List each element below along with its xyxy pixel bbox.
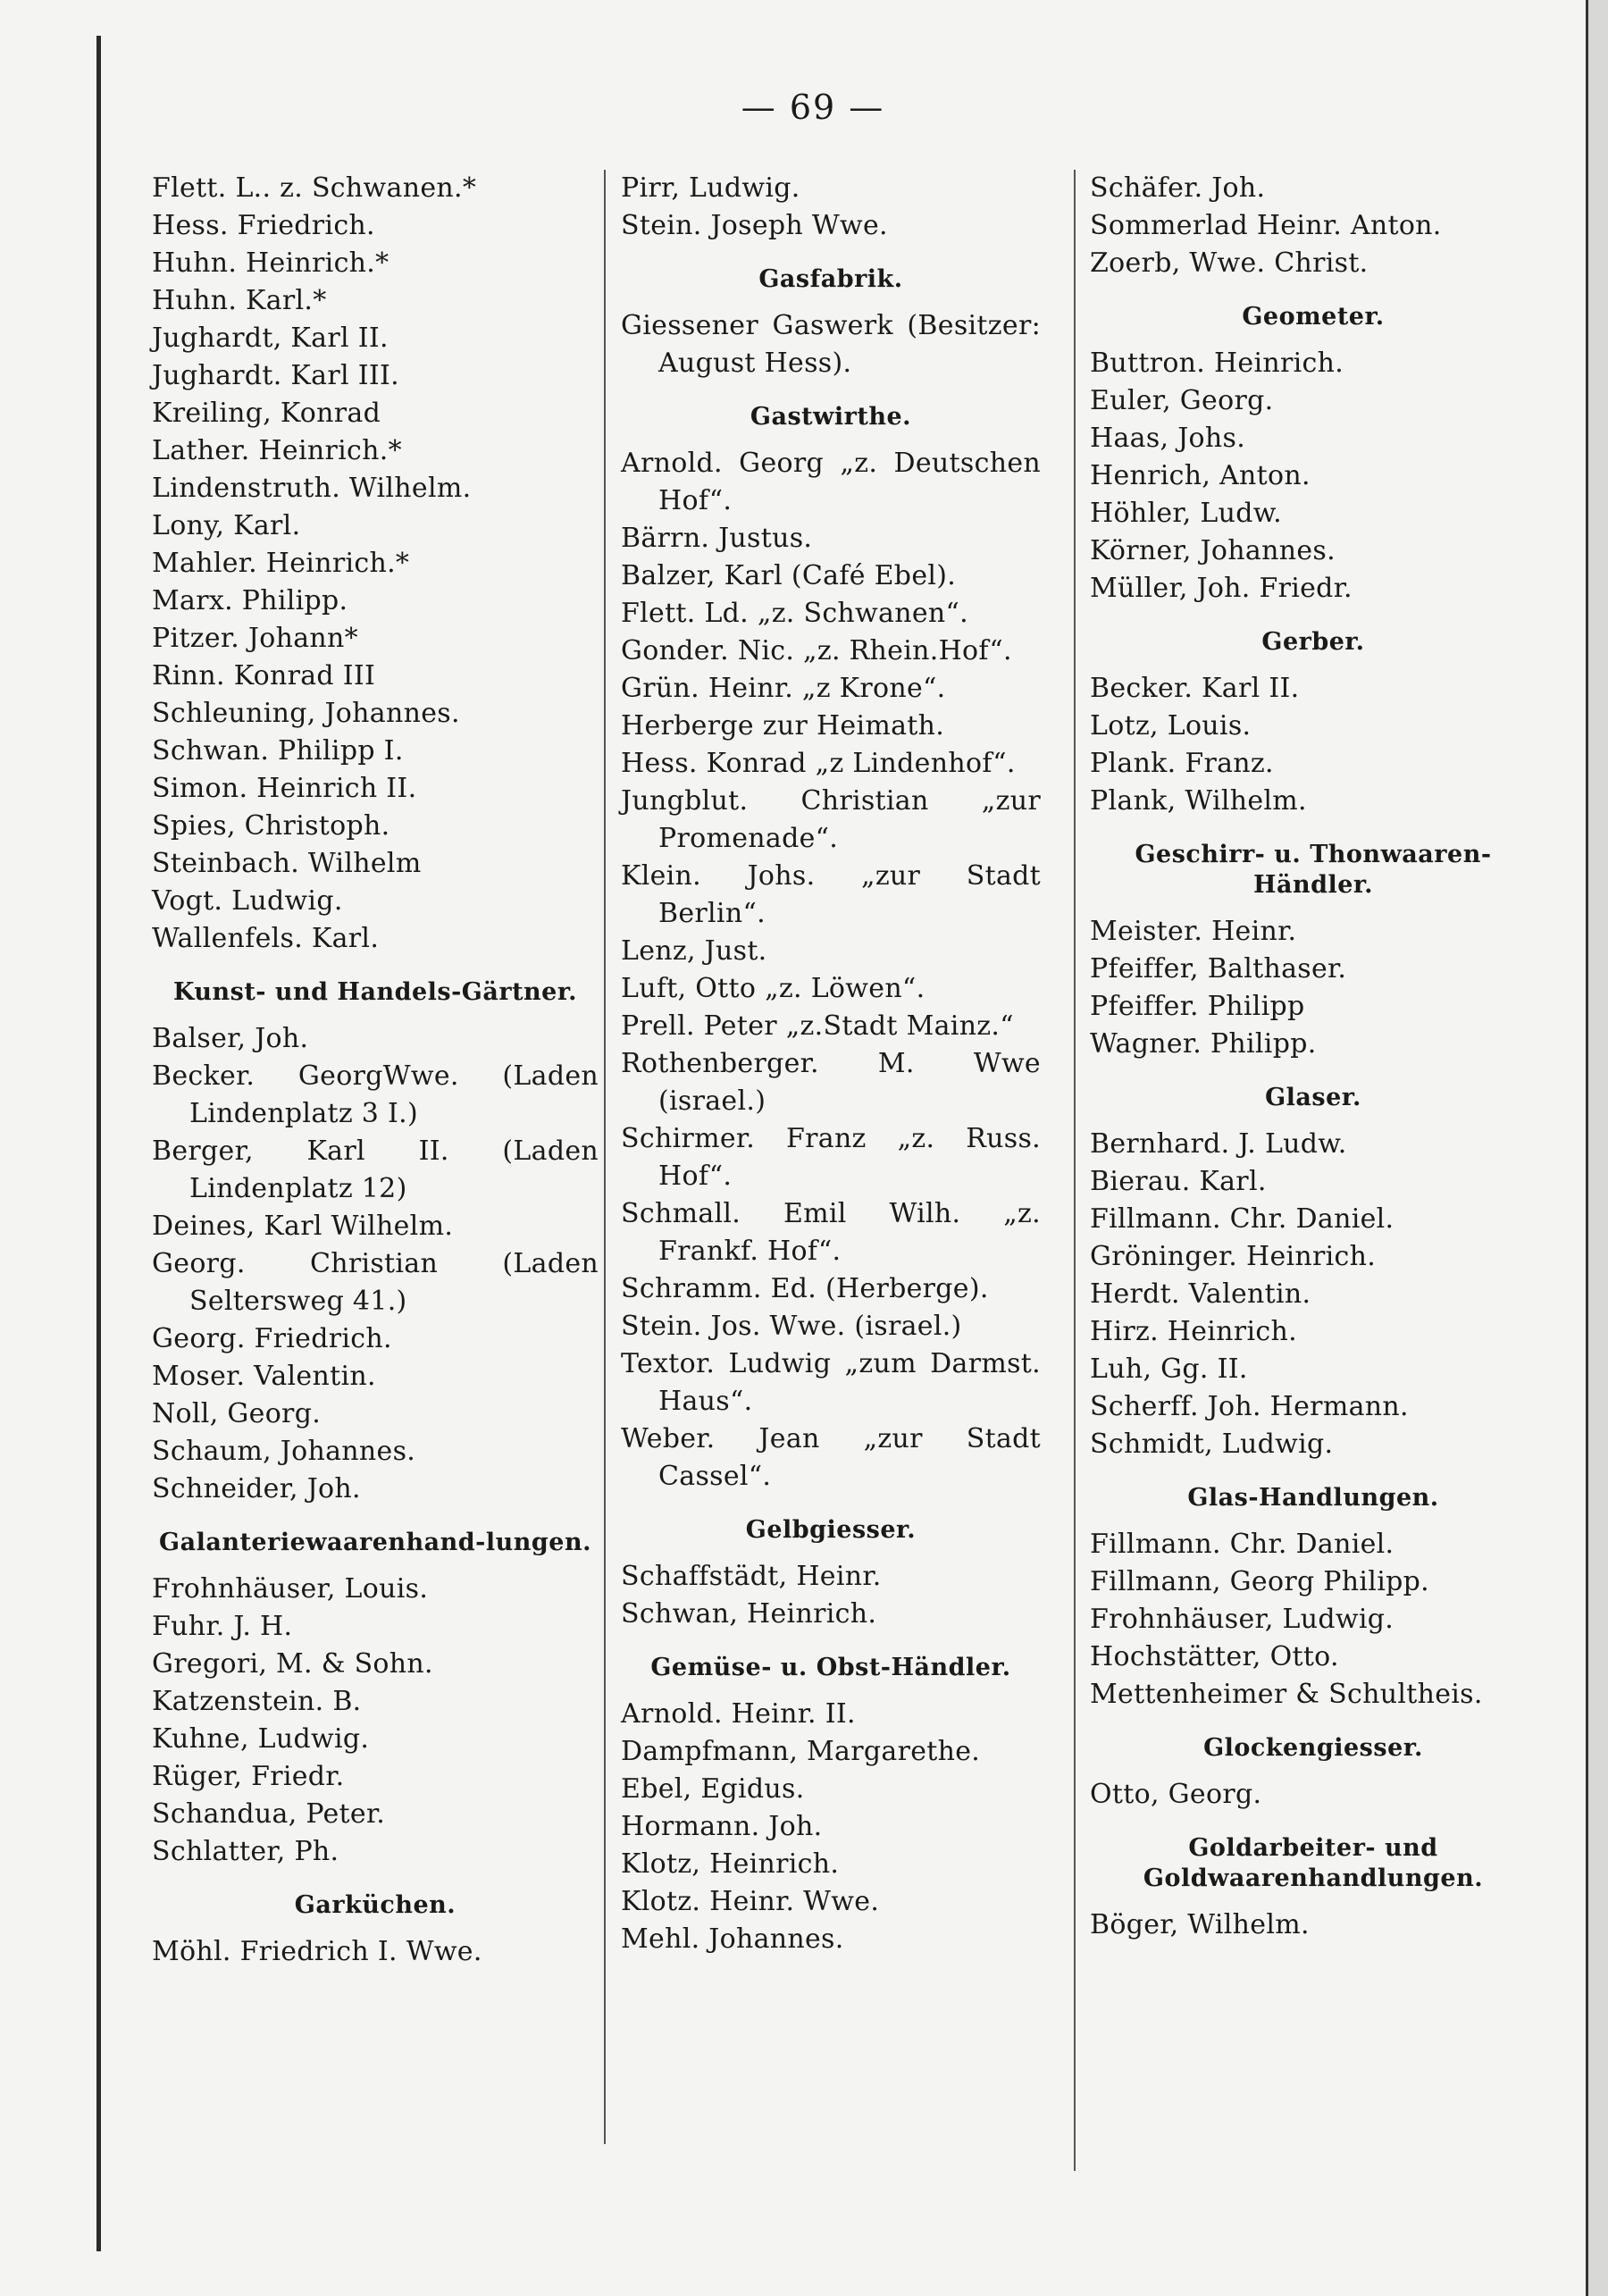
directory-entry: Euler, Georg. <box>1090 385 1274 416</box>
directory-entry: Meister. Heinr. <box>1090 916 1297 947</box>
directory-column-2 <box>621 170 1041 1958</box>
directory-entry: Marx. Philipp. <box>152 585 348 616</box>
directory-entry: Georg. Friedrich. <box>152 1323 392 1354</box>
directory-entry: Buttron. Heinrich. <box>1090 348 1344 379</box>
directory-entry: Gregori, M. & Sohn. <box>152 1648 433 1680</box>
section-heading: Kunst- und Handels-Gärtner. <box>172 978 577 1006</box>
directory-entry: Rinn. Konrad III <box>152 660 376 691</box>
directory-entry: Höhler, Ludw. <box>1090 498 1283 529</box>
directory-entry: Henrich, Anton. <box>1090 460 1311 491</box>
directory-entry: Jungblut. Christian „zur Promenade“. <box>621 785 1041 854</box>
section-heading: Glas-Handlungen. <box>1187 1484 1439 1512</box>
directory-entry: Schmidt, Ludwig. <box>1090 1429 1334 1460</box>
section-heading: Glaser. <box>1265 1084 1361 1111</box>
directory-entry: Weber. Jean „zur Stadt Cassel“. <box>621 1423 1041 1492</box>
section-heading: Garküchen. <box>294 1891 456 1919</box>
directory-entry: Bernhard. J. Ludw. <box>1090 1128 1347 1160</box>
directory-entry: Deines, Karl Wilhelm. <box>152 1211 454 1242</box>
section-heading: Gerber. <box>1261 628 1365 656</box>
directory-entry: Hirz. Heinrich. <box>1090 1316 1297 1347</box>
directory-column-1 <box>152 170 599 1971</box>
directory-entry: Grün. Heinr. „z Krone“. <box>621 673 946 704</box>
directory-entry: Scherff. Joh. Hermann. <box>1090 1391 1409 1422</box>
directory-entry: Klotz. Heinr. Wwe. <box>621 1886 880 1917</box>
directory-entry: Schramm. Ed. (Herberge). <box>621 1273 989 1304</box>
directory-entry: Steinbach. Wilhelm <box>152 848 422 879</box>
directory-entry: Stein. Joseph Wwe. <box>621 210 888 241</box>
directory-entry: Huhn. Heinrich.* <box>152 247 389 279</box>
directory-entry: Prell. Peter „z.Stadt Mainz.“ <box>621 1010 1014 1042</box>
directory-entry: Körner, Johannes. <box>1090 535 1336 566</box>
directory-entry: Huhn. Karl.* <box>152 285 327 316</box>
directory-entry: Arnold. Heinr. II. <box>621 1698 856 1730</box>
directory-entry: Hormann. Joh. <box>621 1811 823 1842</box>
directory-entry: Herberge zur Heimath. <box>621 710 945 742</box>
directory-entry: Vogt. Ludwig. <box>152 885 343 917</box>
page-edge-right <box>1586 0 1608 2296</box>
binding-shadow-left <box>96 36 101 2251</box>
section-heading: Geometer. <box>1242 303 1385 331</box>
directory-entry: Georg. Christian (Laden Seltersweg 41.) <box>152 1248 599 1317</box>
directory-entry: Balser, Joh. <box>152 1023 309 1054</box>
directory-entry: Spies, Christoph. <box>152 810 390 842</box>
section-heading: Gemüse- u. Obst-Händler. <box>650 1654 1011 1681</box>
directory-entry: Schirmer. Franz „z. Russ. Hof“. <box>621 1123 1041 1192</box>
directory-entry: Rothenberger. M. Wwe (israel.) <box>621 1048 1041 1117</box>
directory-entry: Flett. L.. z. Schwanen.* <box>152 172 477 204</box>
directory-entry: Frohnhäuser, Louis. <box>152 1573 429 1605</box>
directory-entry: Frohnhäuser, Ludwig. <box>1090 1604 1394 1635</box>
section-heading: Gastwirthe. <box>750 403 912 431</box>
directory-entry: Luh, Gg. II. <box>1090 1353 1248 1385</box>
directory-entry: Müller, Joh. Friedr. <box>1090 573 1353 604</box>
section-heading: Geschirr- u. Thonwaaren-Händler. <box>1135 841 1492 899</box>
directory-entry: Mahler. Heinrich.* <box>152 548 410 579</box>
section-heading: Gasfabrik. <box>758 265 903 293</box>
directory-entry: Stein. Jos. Wwe. (israel.) <box>621 1311 962 1342</box>
directory-entry: Lotz, Louis. <box>1090 710 1252 742</box>
directory-entry: Katzenstein. B. <box>152 1686 362 1717</box>
directory-entry: Kuhne, Ludwig. <box>152 1723 370 1755</box>
directory-entry: Rüger, Friedr. <box>152 1761 345 1792</box>
directory-entry: Fuhr. J. H. <box>152 1611 293 1642</box>
directory-entry: Böger, Wilhelm. <box>1090 1909 1310 1940</box>
directory-entry: Jughardt. Karl III. <box>152 360 399 391</box>
directory-entry: Klein. Johs. „zur Stadt Berlin“. <box>621 860 1041 929</box>
directory-entry: Textor. Ludwig „zum Darmst. Haus“. <box>621 1348 1041 1417</box>
directory-entry: Fillmann, Georg Philipp. <box>1090 1566 1429 1597</box>
directory-entry: Kreiling, Konrad <box>152 398 381 429</box>
directory-entry: Herdt. Valentin. <box>1090 1278 1311 1310</box>
directory-entry: Berger, Karl II. (Laden Lindenplatz 12) <box>152 1135 599 1204</box>
section-heading: Goldarbeiter- und Goldwaarenhandlungen. <box>1143 1834 1484 1892</box>
directory-entry: Becker. Karl II. <box>1090 673 1300 704</box>
directory-entry: Otto, Georg. <box>1090 1779 1262 1810</box>
directory-entry: Pitzer. Johann* <box>152 623 358 654</box>
directory-entry: Fillmann. Chr. Daniel. <box>1090 1529 1394 1560</box>
directory-entry: Lenz, Just. <box>621 935 767 967</box>
directory-entry: Schmall. Emil Wilh. „z. Frankf. Hof“. <box>621 1198 1041 1267</box>
directory-entry: Dampfmann, Margarethe. <box>621 1736 981 1767</box>
directory-entry: Zoerb, Wwe. Christ. <box>1090 247 1369 279</box>
directory-entry: Schlatter, Ph. <box>152 1836 339 1867</box>
directory-entry: Pfeiffer, Balthaser. <box>1090 953 1347 985</box>
directory-entry: Klotz, Heinrich. <box>621 1848 840 1880</box>
directory-entry: Haas, Johs. <box>1090 423 1246 454</box>
directory-entry: Schaum, Johannes. <box>152 1436 416 1467</box>
directory-entry: Schaffstädt, Heinr. <box>621 1561 882 1592</box>
directory-entry: Arnold. Georg „z. Deutschen Hof“. <box>621 448 1041 516</box>
page-number: — 69 — <box>741 88 885 127</box>
directory-entry: Luft, Otto „z. Löwen“. <box>621 973 925 1004</box>
directory-entry: Becker. GeorgWwe. (Laden Lindenplatz 3 I.) <box>152 1060 599 1129</box>
directory-entry: Gonder. Nic. „z. Rhein.Hof“. <box>621 635 1012 666</box>
column-divider <box>1074 170 1076 2171</box>
directory-entry: Flett. Ld. „z. Schwanen“. <box>621 598 968 629</box>
directory-column-3 <box>1090 170 1537 1944</box>
directory-entry: Ebel, Egidus. <box>621 1773 805 1805</box>
directory-entry: Noll, Georg. <box>152 1398 322 1429</box>
directory-entry: Plank. Franz. <box>1090 748 1274 779</box>
directory-entry: Schwan. Philipp I. <box>152 735 404 767</box>
directory-entry: Hess. Konrad „z Lindenhof“. <box>621 748 1016 779</box>
directory-entry: Hess. Friedrich. <box>152 210 375 241</box>
directory-entry: Moser. Valentin. <box>152 1361 376 1392</box>
directory-entry: Mettenheimer & Schultheis. <box>1090 1679 1483 1710</box>
directory-entry: Wallenfels. Karl. <box>152 923 380 954</box>
directory-entry: Hochstätter, Otto. <box>1090 1641 1339 1672</box>
directory-entry: Bierau. Karl. <box>1090 1166 1267 1197</box>
column-divider <box>604 170 606 2144</box>
directory-entry: Lony, Karl. <box>152 510 301 541</box>
section-heading: Gelbgiesser. <box>745 1516 917 1544</box>
directory-entry: Möhl. Friedrich I. Wwe. <box>152 1936 482 1967</box>
directory-entry: Pirr, Ludwig. <box>621 172 800 204</box>
directory-entry: Jughardt, Karl II. <box>152 323 389 354</box>
directory-entry: Pfeiffer. Philipp <box>1090 991 1305 1022</box>
directory-entry: Bärrn. Justus. <box>621 523 813 554</box>
directory-entry: Schandua, Peter. <box>152 1798 386 1830</box>
directory-entry: Fillmann. Chr. Daniel. <box>1090 1203 1394 1235</box>
directory-entry: Schwan, Heinrich. <box>621 1598 877 1630</box>
directory-entry: Lather. Heinrich.* <box>152 435 402 466</box>
section-heading: Galanteriewaarenhand-lungen. <box>159 1529 591 1556</box>
directory-entry: Schäfer. Joh. <box>1090 172 1266 204</box>
section-heading: Glockengiesser. <box>1203 1734 1423 1762</box>
directory-entry: Balzer, Karl (Café Ebel). <box>621 560 957 591</box>
directory-entry: Schleuning, Johannes. <box>152 698 460 729</box>
directory-entry: Lindenstruth. Wilhelm. <box>152 473 472 504</box>
directory-entry: Simon. Heinrich II. <box>152 773 417 804</box>
directory-entry: Sommerlad Heinr. Anton. <box>1090 210 1442 241</box>
directory-entry: Plank, Wilhelm. <box>1090 785 1307 817</box>
directory-entry: Mehl. Johannes. <box>621 1923 844 1955</box>
directory-entry: Gröninger. Heinrich. <box>1090 1241 1377 1272</box>
directory-entry: Schneider, Joh. <box>152 1473 361 1504</box>
directory-entry: Giessener Gaswerk (Besitzer: August Hess). <box>621 310 1041 379</box>
directory-entry: Wagner. Philipp. <box>1090 1028 1317 1060</box>
